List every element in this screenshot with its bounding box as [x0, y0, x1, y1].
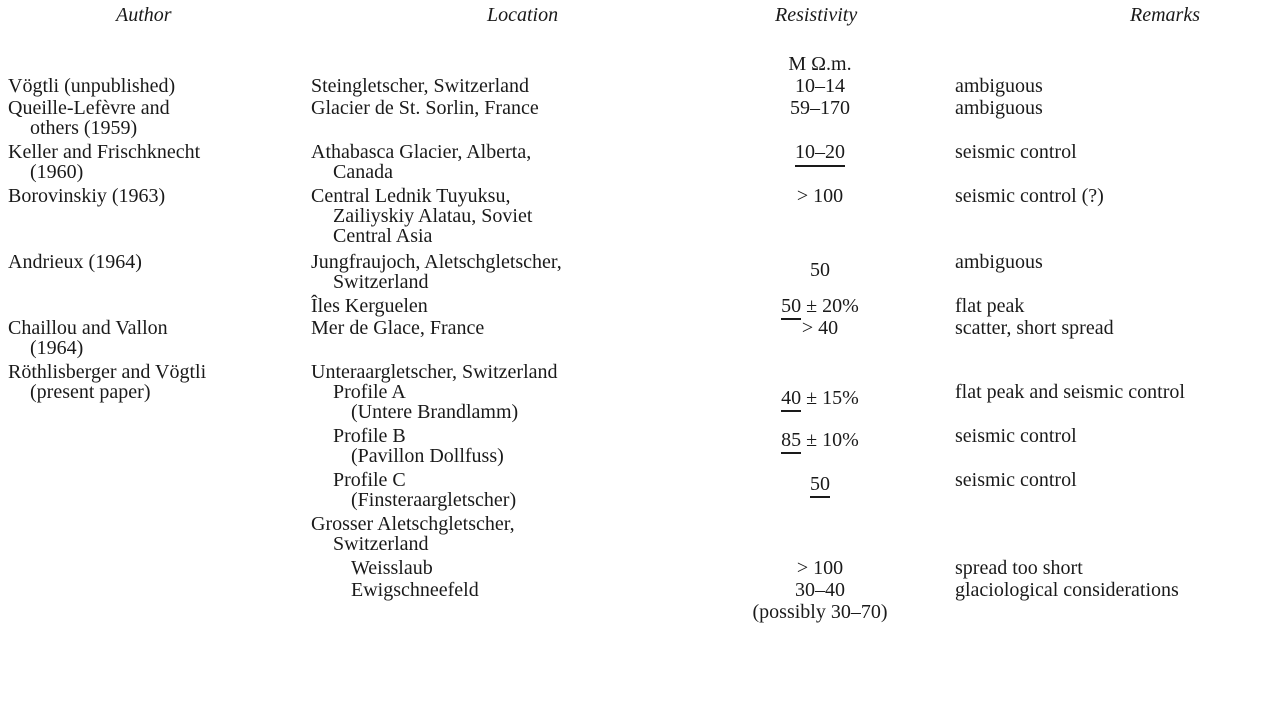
row-resistivity: > 40: [801, 317, 839, 339]
row-remarks: seismic control (?): [955, 185, 1104, 207]
row-author: Keller and Frischknecht: [8, 141, 201, 163]
row-remarks: flat peak: [955, 295, 1025, 317]
resistivity-tolerance: ± 15%: [801, 387, 859, 409]
header-resistivity: Resistivity: [775, 4, 858, 26]
row-location-cont: Zailiyskiy Alatau, Soviet: [333, 205, 533, 227]
row-resistivity: 59–170: [790, 97, 850, 119]
row-location: Glacier de St. Sorlin, France: [311, 97, 539, 119]
resistivity-value: 50: [781, 295, 801, 320]
row-location: Unteraargletscher, Switzerland: [311, 361, 558, 383]
row-author: Vögtli (unpublished): [8, 75, 176, 97]
row-remarks: glaciological considerations: [955, 579, 1179, 601]
row-remarks: ambiguous: [955, 251, 1043, 273]
row-location: Jungfraujoch, Aletschgletscher,: [311, 251, 562, 273]
row-resistivity: [733, 430, 907, 450]
row-author: Chaillou and Vallon: [8, 317, 168, 339]
row-location: Steingletscher, Switzerland: [311, 75, 530, 97]
row-location: Central Lednik Tuyuksu,: [311, 185, 511, 207]
resistivity-value: 50: [810, 473, 830, 498]
resistivity-value: 85: [781, 429, 801, 454]
row-resistivity: [733, 296, 907, 316]
row-location: Grosser Aletschgletscher,: [311, 513, 515, 535]
row-location-cont: (Untere Brandlamm): [351, 401, 519, 423]
row-remarks: seismic control: [955, 469, 1077, 491]
row-location: Profile C: [333, 469, 406, 491]
row-resistivity: [733, 474, 907, 494]
row-location: Îles Kerguelen: [311, 295, 428, 317]
resistivity-value: 40: [781, 387, 801, 412]
header-author: Author: [116, 4, 172, 26]
row-remarks: seismic control: [955, 425, 1077, 447]
row-resistivity: 30–40: [795, 579, 845, 601]
row-location-cont: (Pavillon Dollfuss): [351, 445, 504, 467]
row-resistivity: 10–14: [795, 75, 845, 97]
row-author: Andrieux (1964): [8, 251, 142, 273]
header-remarks: Remarks: [1130, 4, 1200, 26]
row-resistivity-note: (possibly 30–70): [752, 601, 888, 623]
row-location: Athabasca Glacier, Alberta,: [311, 141, 532, 163]
resistivity-tolerance: ± 10%: [801, 429, 859, 451]
resistivity-tolerance: ± 20%: [801, 295, 859, 317]
resistivity-underlined: 10–20: [795, 142, 845, 167]
table-header: [0, 4, 1282, 30]
header-location: Location: [487, 4, 559, 26]
row-location-cont: Switzerland: [333, 533, 429, 555]
row-author-cont: (present paper): [30, 381, 151, 403]
row-location-cont: (Finsteraargletscher): [351, 489, 517, 511]
unit-label: M Ω.m.: [788, 53, 852, 75]
row-resistivity: [733, 142, 907, 167]
row-author: Borovinskiy (1963): [8, 185, 166, 207]
row-location: Mer de Glace, France: [311, 317, 485, 339]
row-remarks: flat peak and seismic control: [955, 381, 1185, 403]
row-author: Röthlisberger and Vögtli: [8, 361, 207, 383]
row-remarks: scatter, short spread: [955, 317, 1114, 339]
row-author-cont: (1960): [30, 161, 84, 183]
row-author: Queille-Lefèvre and: [8, 97, 170, 119]
row-location: Profile A: [333, 381, 406, 403]
row-author-cont: others (1959): [30, 117, 138, 139]
row-remarks: ambiguous: [955, 97, 1043, 119]
row-location: Profile B: [333, 425, 406, 447]
row-remarks: spread too short: [955, 557, 1083, 579]
row-location-cont: Canada: [333, 161, 393, 183]
row-author-cont: (1964): [30, 337, 84, 359]
row-resistivity: [733, 388, 907, 408]
row-location-cont: Central Asia: [333, 225, 433, 247]
row-remarks: seismic control: [955, 141, 1077, 163]
row-resistivity: > 100: [796, 185, 844, 207]
row-resistivity: 50: [810, 259, 830, 281]
row-location-cont: Switzerland: [333, 271, 429, 293]
row-location: Ewigschneefeld: [351, 579, 479, 601]
row-location: Weisslaub: [351, 557, 433, 579]
row-resistivity: > 100: [796, 557, 844, 579]
row-remarks: ambiguous: [955, 75, 1043, 97]
